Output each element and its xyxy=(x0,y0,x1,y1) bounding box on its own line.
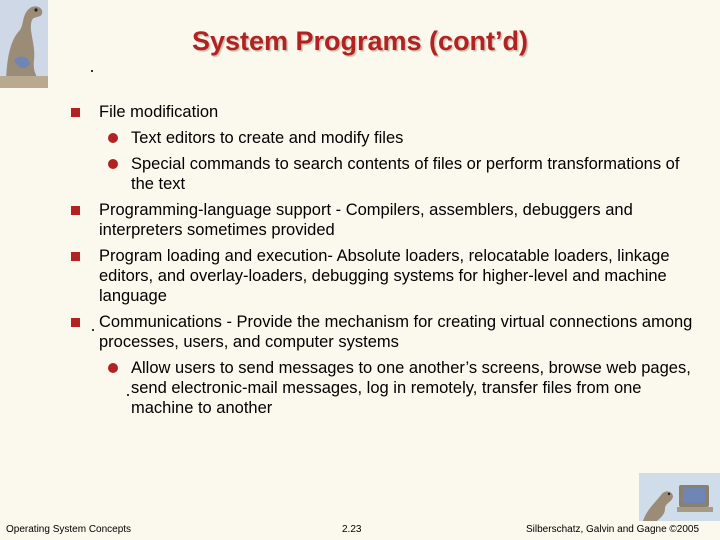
slide-title: System Programs (cont’d) xyxy=(191,26,529,56)
sub-bullet-item-special-commands xyxy=(70,154,700,194)
round-bullet-icon xyxy=(108,159,118,169)
footer-page-number: 2.23 xyxy=(342,524,362,535)
bullet-text: Text editors to create and modify files xyxy=(131,129,404,147)
bullet-text: Program loading and execution- Absolute loaders, relocatable loaders, linkage editors, and overlay-loaders, debugging systems for higher-level and machine language xyxy=(99,247,670,305)
slide-content xyxy=(70,102,700,424)
bullet-item-program-loading xyxy=(70,246,700,306)
sub-bullet-item-allow-users xyxy=(70,358,700,418)
footer-book-title: Operating System Concepts xyxy=(6,524,132,535)
stray-dot xyxy=(91,70,93,72)
stray-dot xyxy=(127,394,129,396)
bullet-item-communications xyxy=(70,312,700,352)
square-bullet-icon xyxy=(71,252,80,261)
stray-dot xyxy=(92,329,94,331)
round-bullet-icon xyxy=(108,133,118,143)
round-bullet-icon xyxy=(108,363,118,373)
bullet-text: Special commands to search contents of files or perform transformations of the text xyxy=(131,155,680,193)
bullet-item-programming-language-support xyxy=(70,200,700,240)
dinosaur-computer-icon xyxy=(639,473,720,521)
bullet-text: File modification xyxy=(99,103,219,121)
sub-bullet-item-text-editors xyxy=(70,128,700,148)
footer-authors: Silberschatz, Galvin and Gagne ©2005 xyxy=(526,524,700,535)
bullet-item-file-modification xyxy=(70,102,700,122)
square-bullet-icon xyxy=(71,206,80,215)
square-bullet-icon xyxy=(71,108,80,117)
bullet-text: Allow users to send messages to one another’s screens, browse web pages, send electronic-mail messages, log in remotely, transfer files from one machine to another xyxy=(131,359,691,417)
square-bullet-icon xyxy=(71,318,80,327)
bullet-text: Communications - Provide the mechanism for creating virtual connections among processes, users, and computer systems xyxy=(99,313,693,351)
bullet-text: Programming-language support - Compilers, assemblers, debuggers and interpreters sometimes provided xyxy=(99,201,633,239)
